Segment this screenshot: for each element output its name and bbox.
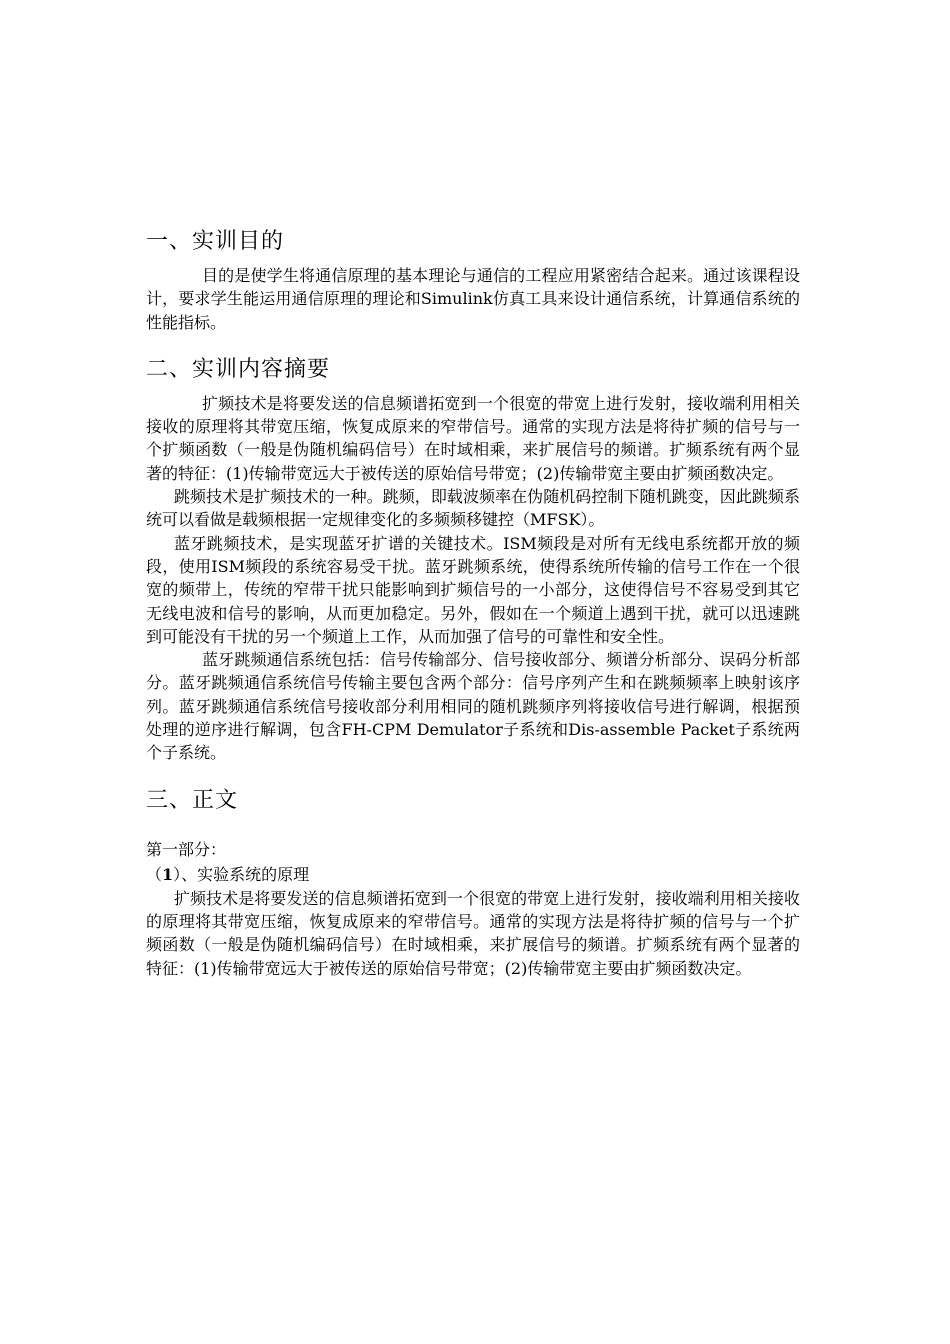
section-summary bbox=[146, 354, 800, 765]
section-purpose bbox=[146, 226, 800, 334]
part-label: 第一部分： bbox=[146, 839, 227, 859]
section-heading: 三、正文 bbox=[146, 787, 239, 813]
paragraph: 跳频技术是扩频技术的一种。跳频，即载波频率在伪随机码控制下随机跳变，因此跳频系统可以看做是载频根据一定规律变化的多频频移键控（MFSK）。 bbox=[146, 487, 800, 530]
section-heading: 一、实训目的 bbox=[146, 229, 285, 254]
subsection-title-text: ）、实验系统的原理 bbox=[173, 864, 310, 884]
paragraph: 扩频技术是将要发送的信息频谱拓宽到一个很宽的带宽上进行发射，接收端利用相关接收的原理将其带宽压缩，恢复成原来的窄带信号。通常的实现方法是将待扩频的信号与一个扩频函数（一般是伪随机编码信号）在时域相乘，来扩展信号的频谱。扩频系统有两个显著的特征：(1)传输带宽远大于被传送的原始信号带宽；(2)传输带宽主要由扩频函数决定。 bbox=[146, 888, 800, 978]
subsection-open: （ bbox=[146, 864, 163, 884]
paragraph: 扩频技术是将要发送的信息频谱拓宽到一个很宽的带宽上进行发射，接收端利用相关接收的原理将其带宽压缩，恢复成原来的窄带信号。通常的实现方法是将待扩频的信号与一个扩频函数（一般是伪随机编码信号）在时域相乘，来扩展信号的频谱。扩频系统有两个显著的特征：(1)传输带宽远大于被传送的原始信号带宽；(2)传输带宽主要由扩频函数决定。 bbox=[146, 393, 800, 483]
subsection-title bbox=[146, 862, 800, 887]
paragraph: 目的是使学生将通信原理的基本理论与通信的工程应用紧密结合起来。通过该课程设计，要求学生能运用通信原理的理论和Simulink仿真工具来设计通信系统，计算通信系统的性能指标。 bbox=[146, 266, 800, 332]
section-heading: 二、实训内容摘要 bbox=[146, 356, 331, 382]
paragraph: 蓝牙跳频通信系统包括：信号传输部分、信号接收部分、频谱分析部分、误码分析部分。蓝牙跳频通信系统信号传输主要包含两个部分：信号序列产生和在跳频频率上映射该序列。蓝牙跳频通信系统信号接收部分利用相同的随机跳频序列将接收信号进行解调，根据预处理的逆序进行解调，包含FH-CPM Demulator子系统和Dis-assemble Packet子系统两个子系统。 bbox=[146, 650, 800, 763]
subsection-number: 1 bbox=[162, 864, 174, 884]
document-page bbox=[146, 226, 800, 980]
section-body bbox=[146, 785, 800, 980]
paragraph: 蓝牙跳频技术，是实现蓝牙扩谱的关键技术。ISM频段是对所有无线电系统都开放的频段，使用ISM频段的系统容易受干扰。蓝牙跳频系统，使得系统所传输的信号工作在一个很宽的频带上，传统的窄带干扰只能影响到扩频信号的一小部分，这使得信号不容易受到其它无线电波和信号的影响，从而更加稳定。另外，假如在一个频道上遇到干扰，就可以迅速跳到可能没有干扰的另一个频道上工作，从而加强了信号的可靠性和安全性。 bbox=[146, 533, 800, 646]
